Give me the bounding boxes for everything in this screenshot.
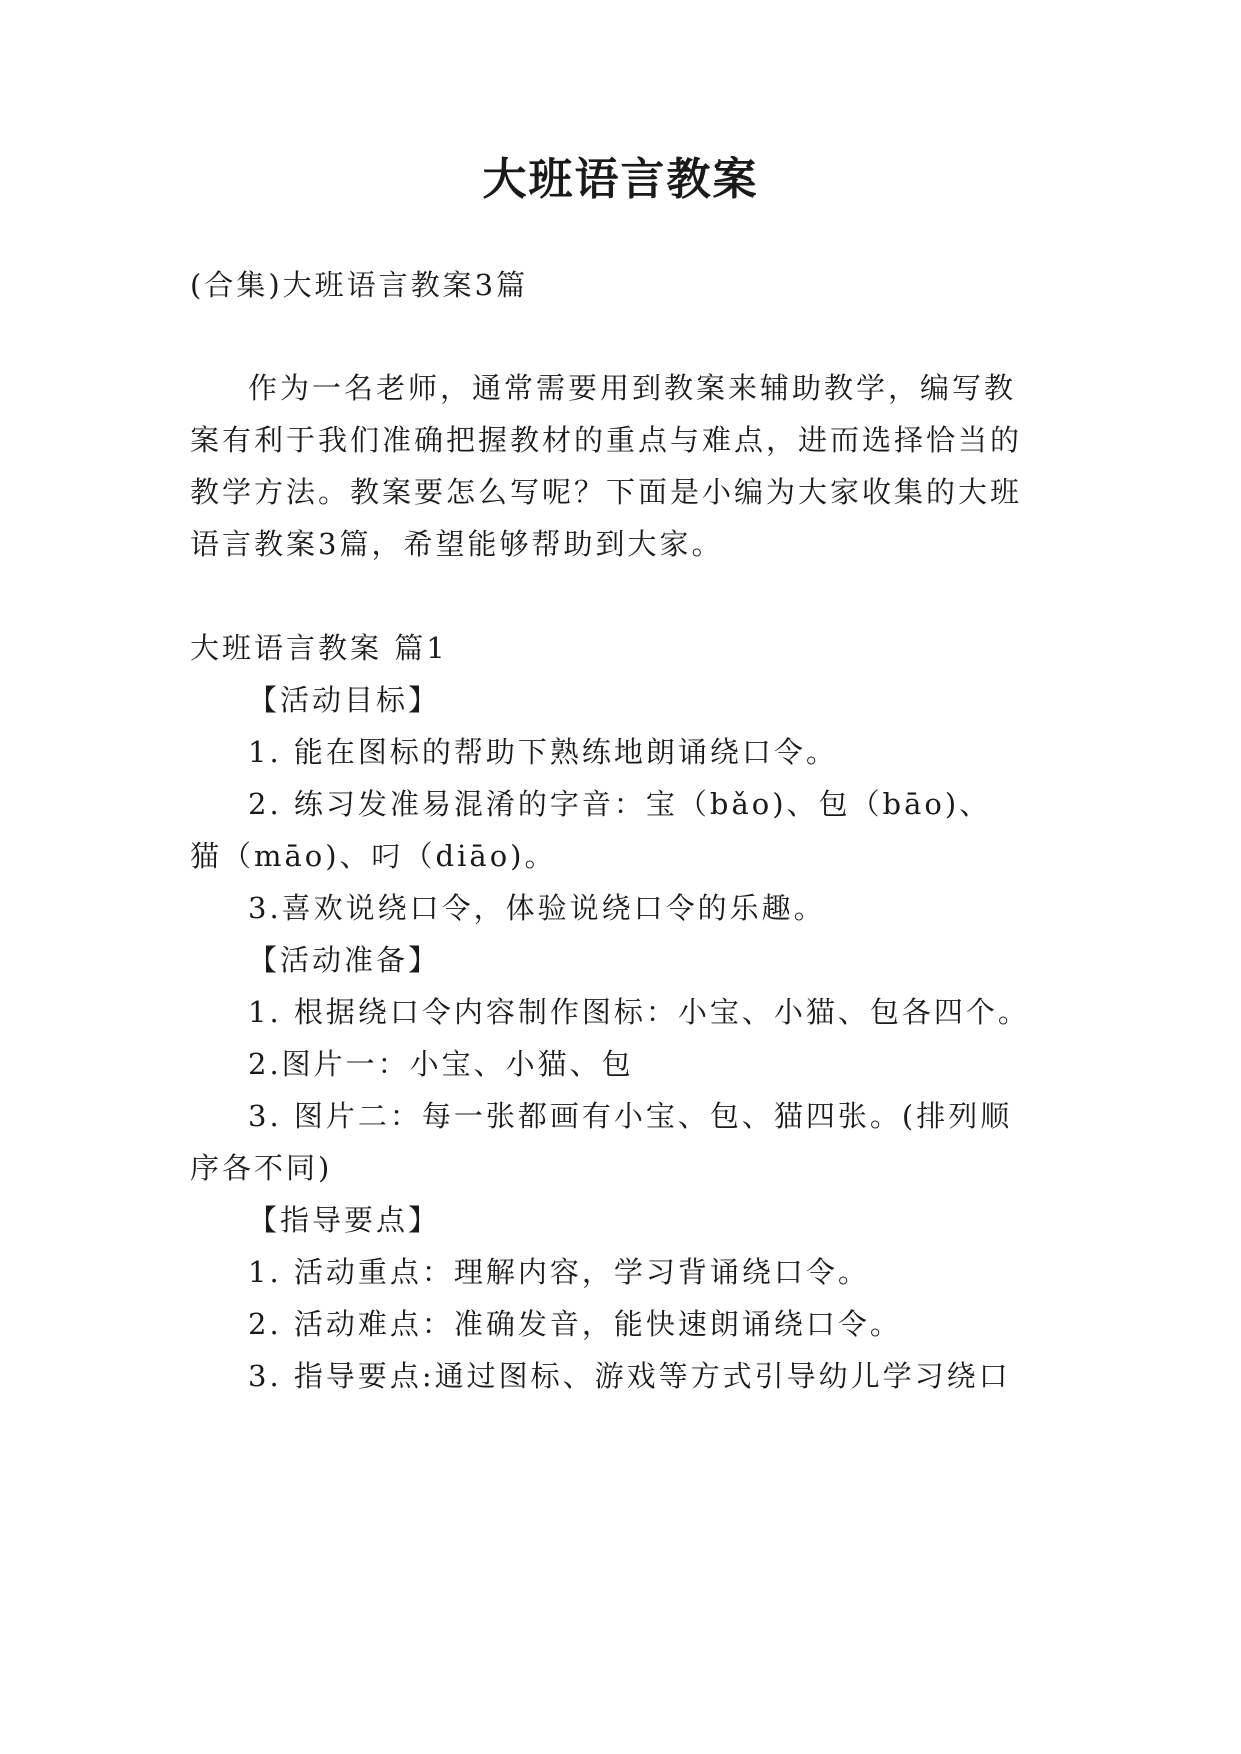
body-line: 【指导要点】 [248,1203,441,1237]
body-line: 3. 指导要点:通过图标、游戏等方式引导幼儿学习绕口 [248,1359,1011,1393]
intro-line: 作为一名老师，通常需要用到教案来辅助教学，编写教 [248,371,1017,405]
body-line: 2.图片一：小宝、小猫、包 [248,1047,634,1081]
body-line: 【活动准备】 [248,943,441,977]
intro-line: 案有利于我们准确把握教材的重点与难点，进而选择恰当的 [190,423,1023,457]
body-line: 序各不同) [190,1151,333,1185]
body-line: 2. 练习发准易混淆的字音：宝（bǎo)、包（bāo)、 [248,787,992,821]
body-line: 1. 能在图标的帮助下熟练地朗诵绕口令。 [248,735,838,769]
body-line: 3. 图片二：每一张都画有小宝、包、猫四张。(排列顺 [248,1099,1013,1133]
body-line: 1. 根据绕口令内容制作图标：小宝、小猫、包各四个。 [248,995,1030,1029]
body-line: 猫（māo)、叼（diāo)。 [190,839,557,873]
document-subtitle: (合集)大班语言教案3篇 [190,268,529,302]
body-line: 1. 活动重点：理解内容，学习背诵绕口令。 [248,1255,870,1289]
intro-line: 教学方法。教案要怎么写呢？下面是小编为大家收集的大班 [190,475,1023,509]
document-title: 大班语言教案 [482,154,759,205]
body-line: 3.喜欢说绕口令，体验说绕口令的乐趣。 [248,891,826,925]
body-line: 2. 活动难点：准确发音，能快速朗诵绕口令。 [248,1307,902,1341]
intro-line: 语言教案3篇，希望能够帮助到大家。 [190,527,724,561]
section-heading: 大班语言教案 篇1 [190,631,448,665]
body-line: 【活动目标】 [248,683,441,717]
